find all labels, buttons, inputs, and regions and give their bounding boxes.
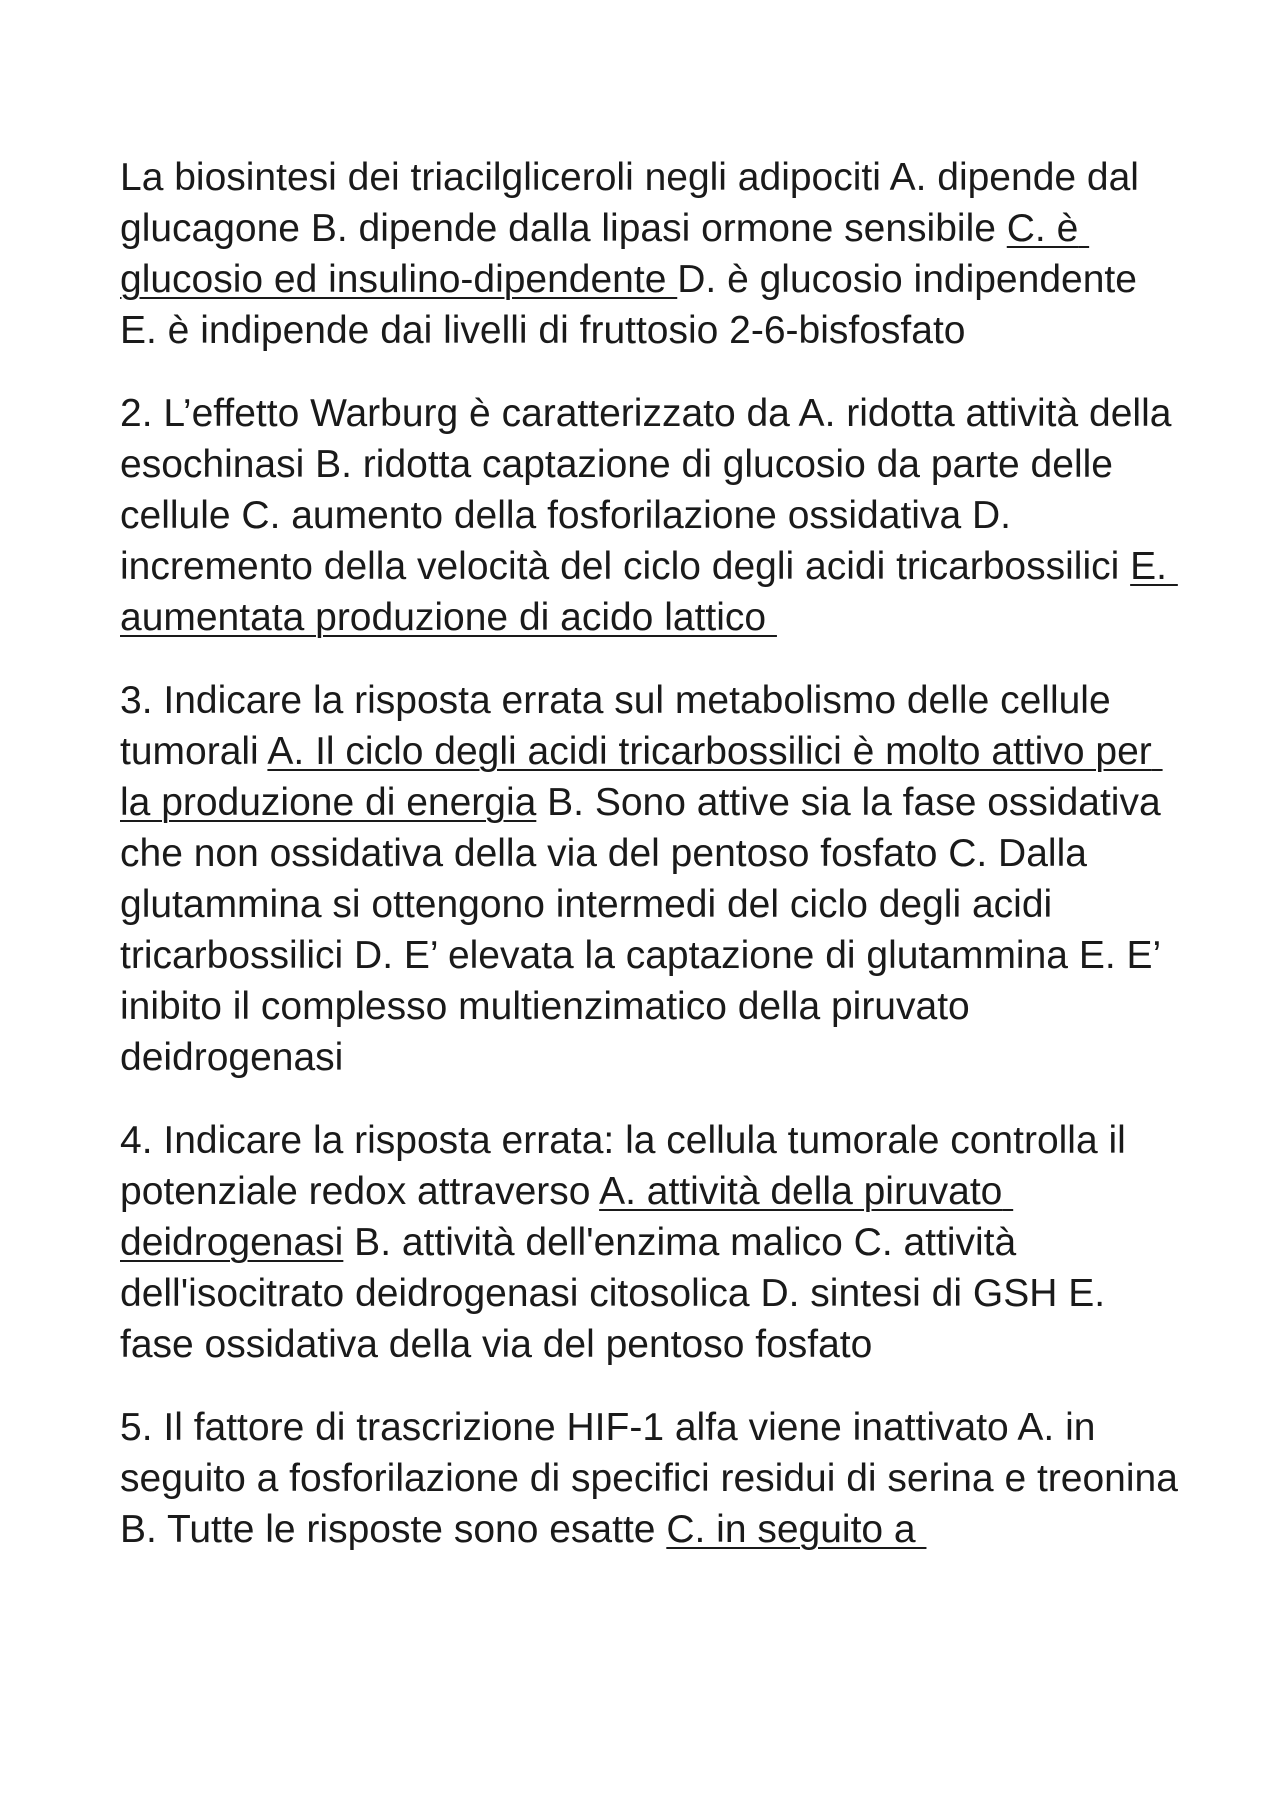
- correct-answer: E. aumentata produzione di acido lattico: [120, 545, 1178, 639]
- question-3: [120, 675, 1180, 1083]
- document-page: [120, 152, 1180, 1587]
- correct-answer: A. attività della piruvato deidrogenasi: [120, 1170, 1014, 1264]
- question-text: B. attività dell'enzima malico C. attività dell'isocitrato deidrogenasi citosolica D. sintesi di GSH E. fase ossidativa della via del pentoso fosfato: [120, 1221, 1106, 1366]
- question-5: [120, 1402, 1180, 1555]
- correct-answer: C. è glucosio ed insulino-dipendente: [120, 207, 1090, 301]
- question-text: B. Sono attive sia la fase ossidativa che non ossidativa della via del pentoso fosfato C. Dalla glutammina si ottengono intermedi del ciclo degli acidi tricarbossilici D. E’ elevata la captazione di glutammina E. E’ inibito il complesso multienzimatico della piruvato deidrogenasi: [120, 781, 1161, 1079]
- question-text: La biosintesi dei triacilgliceroli negli adipociti A. dipende dal glucagone B. dipende dalla lipasi ormone sensibile: [120, 156, 1139, 250]
- question-text: 2. L’effetto Warburg è caratterizzato da A. ridotta attività della esochinasi B. ridotta captazione di glucosio da parte delle cellule C. aumento della fosforilazione ossidativa D. incremento della velocità del ciclo degli acidi tricarbossilici: [120, 392, 1172, 588]
- correct-answer: C. in seguito a: [666, 1508, 927, 1551]
- correct-answer: A. Il ciclo degli acidi tricarbossilici è molto attivo per la produzione di energia: [120, 730, 1163, 824]
- question-4: [120, 1115, 1180, 1370]
- question-text: 4. Indicare la risposta errata: la cellula tumorale controlla il potenziale redox attraverso: [120, 1119, 1126, 1213]
- question-1: [120, 152, 1180, 356]
- question-text: 5. Il fattore di trascrizione HIF-1 alfa viene inattivato A. in seguito a fosforilazione di specifici residui di serina e treonina B. Tutte le risposte sono esatte: [120, 1406, 1178, 1551]
- question-text: 3. Indicare la risposta errata sul metabolismo delle cellule tumorali: [120, 679, 1111, 773]
- question-text: D. è glucosio indipendente E. è indipende dai livelli di fruttosio 2-6-bisfosfato: [120, 258, 1137, 352]
- question-2: [120, 388, 1180, 643]
